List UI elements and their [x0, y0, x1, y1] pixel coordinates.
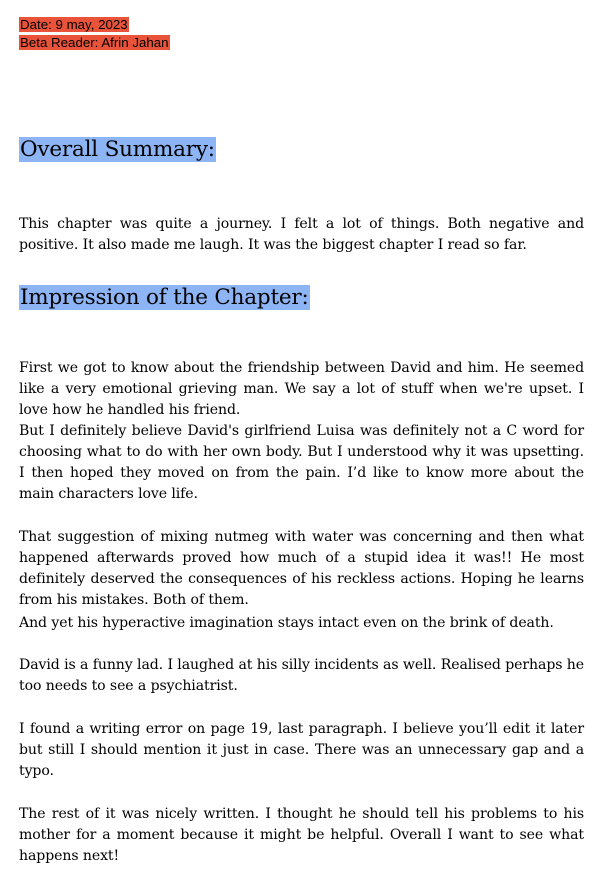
impression-paragraph-2: But I definitely believe David's girlfriend Luisa was definitely not a C word for choosing what to do with her own body. But I understood why it was upsetting. I then hoped they moved on from the pain. I’d like to know more about the main characters love life.	[19, 423, 584, 502]
impression-paragraph-3: That suggestion of mixing nutmeg with water was concerning and then what happened afterwards proved how much of a stupid idea it was!! He most definitely deserved the consequences of his reckless actions. Hoping he learns from his mistakes. Both of them.	[19, 529, 584, 608]
impression-heading: Impression of the Chapter:	[20, 285, 309, 310]
impression-paragraph-4: And yet his hyperactive imagination stays intact even on the brink of death.	[19, 615, 554, 631]
impression-paragraph-5: David is a funny lad. I laughed at his silly incidents as well. Realised perhaps he too needs to see a psychiatrist.	[19, 657, 584, 694]
summary-paragraph: This chapter was quite a journey. I felt a lot of things. Both negative and positive. It also made me laugh. It was the biggest chapter I read so far.	[19, 216, 584, 253]
impression-paragraph-1: First we got to know about the friendship between David and him. He seemed like a very emotional grieving man. We say a lot of stuff when we're upset. I love how he handled his friend.	[19, 360, 584, 418]
meta-block	[19, 16, 170, 52]
beta-reader-line: Beta Reader: Afrin Jahan	[20, 35, 169, 50]
date-line: Date: 9 may, 2023	[20, 17, 128, 32]
summary-heading: Overall Summary:	[20, 137, 215, 162]
impression-paragraph-7: The rest of it was nicely written. I thought he should tell his problems to his mother for a moment because it might be helpful. Overall I want to see what happens next!	[19, 806, 584, 864]
impression-paragraph-6: I found a writing error on page 19, last paragraph. I believe you’ll edit it later but still I should mention it just in case. There was an unnecessary gap and a typo.	[19, 721, 584, 779]
